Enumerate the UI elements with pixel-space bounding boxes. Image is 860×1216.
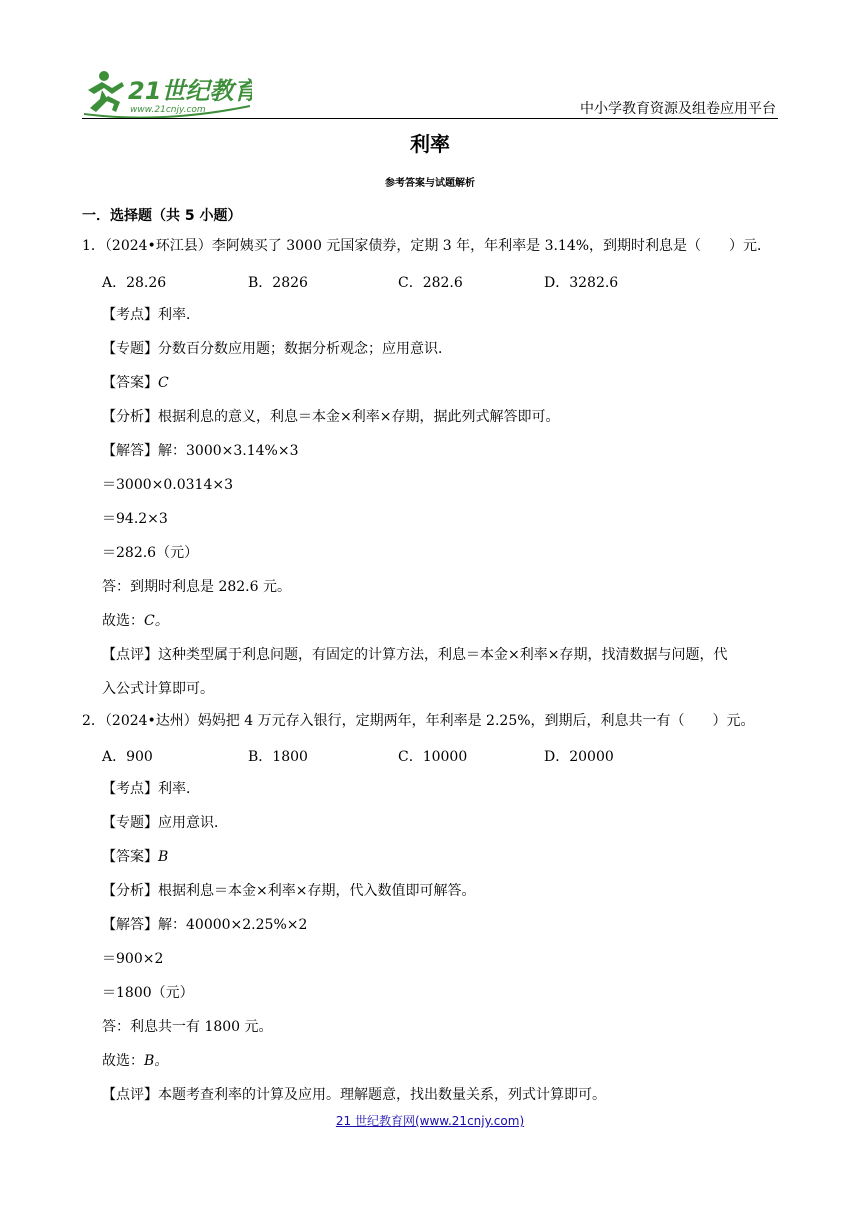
q1-option-d: D．3282.6 [544, 275, 619, 291]
q2-option-b: B．1800 [248, 749, 308, 765]
q1-guxuan-value: C。 [144, 613, 169, 629]
q1-guxuan-label: 故选： [102, 613, 144, 629]
section-title: 一．选择题（共 5 小题） [82, 208, 242, 224]
footer-link[interactable]: 21 世纪教育网(www.21cnjy.com) [335, 1114, 525, 1128]
q2-option-d: D．20000 [544, 749, 614, 765]
q2-answer-value: B [158, 849, 169, 865]
q2-step-1: ＝900×2 [102, 951, 164, 967]
q1-dianping-1: 【点评】这种类型属于利息问题，有固定的计算方法，利息＝本金×利率×存期，找清数据与问题，代 [102, 647, 728, 663]
q2-stem: 2．（2024•达州）妈妈把 4 万元存入银行，定期两年，年利率是 2.25%，到期后，利息共一有（ ）元。 [82, 713, 755, 729]
q2-guxuan [102, 1051, 168, 1071]
q1-answer [102, 373, 169, 393]
q2-jieda: 【解答】解：40000×2.25%×2 [102, 917, 308, 933]
q1-jieda: 【解答】解：3000×3.14%×3 [102, 443, 299, 459]
q2-answer [102, 847, 168, 867]
q2-guxuan-value: B。 [144, 1053, 169, 1069]
q2-fenxi: 【分析】根据利息＝本金×利率×存期，代入数值即可解答。 [102, 883, 476, 899]
q1-option-c: C．282.6 [398, 275, 463, 291]
q2-kaodian: 【考点】利率． [102, 781, 200, 797]
q1-dianping-2: 入公式计算即可。 [102, 681, 214, 697]
q1-step-1: ＝3000×0.0314×3 [102, 477, 233, 493]
q1-da: 答：到期时利息是 282.6 元。 [102, 579, 291, 595]
runner-logo-icon [82, 66, 252, 118]
q1-fenxi: 【分析】根据利息的意义，利息＝本金×利率×存期，据此列式解答即可。 [102, 409, 560, 425]
q1-option-a: A．28.26 [102, 275, 167, 291]
header-divider [82, 118, 778, 119]
logo [82, 66, 252, 118]
platform-name: 中小学教育资源及组卷应用平台 [580, 101, 776, 117]
q1-option-b: B．2826 [248, 275, 308, 291]
q1-step-3: ＝282.6（元） [102, 545, 199, 561]
q1-guxuan [102, 611, 169, 631]
q1-answer-label: 【答案】 [102, 375, 158, 391]
page-header [82, 66, 778, 120]
q2-guxuan-label: 故选： [102, 1053, 144, 1069]
q1-answer-value: C [158, 375, 169, 391]
logo-text: 21世纪教育 [128, 77, 252, 105]
q1-zhuanti: 【专题】分数百分数应用题；数据分析观念；应用意识． [102, 341, 452, 357]
q2-zhuanti: 【专题】应用意识． [102, 815, 228, 831]
q1-stem: 1．（2024•环江县）李阿姨买了 3000 元国家债券，定期 3 年，年利率是 3.14%，到期时利息是（ ）元． [82, 238, 772, 254]
q2-dianping: 【点评】本题考查利率的计算及应用。理解题意，找出数量关系，列式计算即可。 [102, 1087, 606, 1103]
q2-option-a: A．900 [102, 749, 153, 765]
page-title: 利率 [410, 132, 450, 156]
q2-step-2: ＝1800（元） [102, 985, 194, 1001]
q2-da: 答：利息共一有 1800 元。 [102, 1019, 273, 1035]
q2-answer-label: 【答案】 [102, 849, 158, 865]
q1-kaodian: 【考点】利率． [102, 307, 200, 323]
q1-step-2: ＝94.2×3 [102, 511, 168, 527]
page-subtitle: 参考答案与试题解析 [385, 178, 475, 189]
q2-option-c: C．10000 [398, 749, 468, 765]
logo-url: www.21cnjy.com [130, 105, 206, 115]
